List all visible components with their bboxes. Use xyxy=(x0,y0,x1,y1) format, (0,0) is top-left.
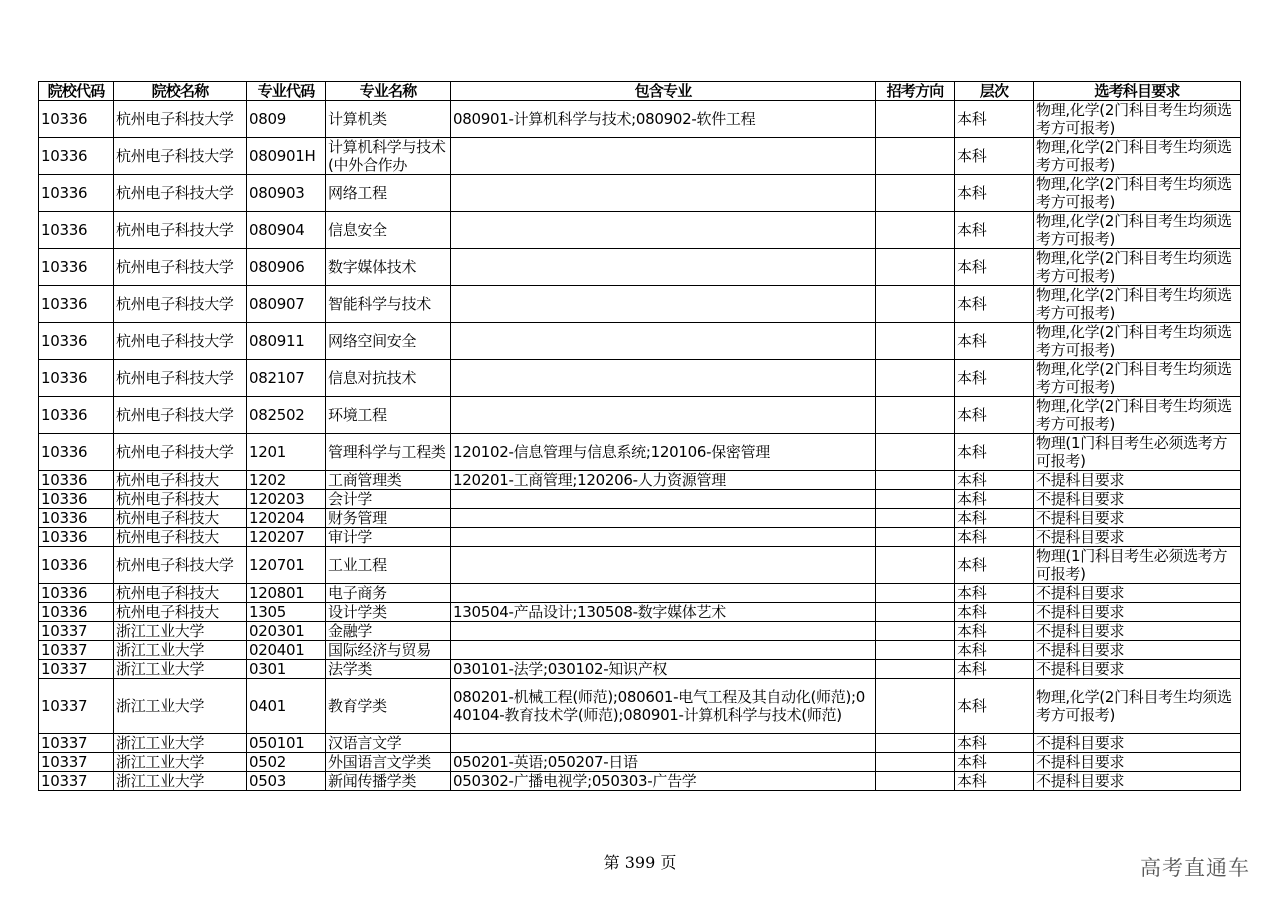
admission-table xyxy=(38,81,1241,791)
cell-direction xyxy=(876,434,955,471)
cell-school-code: 10337 xyxy=(39,753,114,772)
cell-included-majors xyxy=(451,528,876,547)
cell-major-name: 信息对抗技术 xyxy=(326,360,451,397)
cell-subject-requirements: 不提科目要求 xyxy=(1034,528,1241,547)
cell-included-majors xyxy=(451,249,876,286)
cell-major-code: 120204 xyxy=(247,509,326,528)
cell-level: 本科 xyxy=(955,547,1034,584)
cell-school-name: 杭州电子科技大 xyxy=(114,528,247,547)
cell-subject-requirements: 物理(1门科目考生必须选考方可报考) xyxy=(1034,547,1241,584)
cell-school-name: 杭州电子科技大学 xyxy=(114,286,247,323)
cell-major-code: 080904 xyxy=(247,212,326,249)
table-header-row xyxy=(39,82,1241,101)
cell-direction xyxy=(876,641,955,660)
cell-direction xyxy=(876,471,955,490)
cell-direction xyxy=(876,397,955,434)
cell-included-majors xyxy=(451,138,876,175)
cell-subject-requirements: 物理,化学(2门科目考生均须选考方可报考) xyxy=(1034,249,1241,286)
table-row xyxy=(39,509,1241,528)
cell-major-code: 080911 xyxy=(247,323,326,360)
table-row xyxy=(39,660,1241,679)
cell-major-name: 信息安全 xyxy=(326,212,451,249)
cell-major-name: 教育学类 xyxy=(326,679,451,734)
table-row xyxy=(39,323,1241,360)
cell-level: 本科 xyxy=(955,490,1034,509)
cell-subject-requirements: 不提科目要求 xyxy=(1034,471,1241,490)
cell-level: 本科 xyxy=(955,212,1034,249)
cell-school-code: 10336 xyxy=(39,509,114,528)
cell-school-code: 10336 xyxy=(39,528,114,547)
cell-major-code: 120801 xyxy=(247,584,326,603)
table-row xyxy=(39,471,1241,490)
cell-subject-requirements: 物理,化学(2门科目考生均须选考方可报考) xyxy=(1034,397,1241,434)
cell-major-name: 管理科学与工程类 xyxy=(326,434,451,471)
cell-school-code: 10336 xyxy=(39,323,114,360)
cell-major-name: 外国语言文学类 xyxy=(326,753,451,772)
cell-major-code: 080906 xyxy=(247,249,326,286)
cell-major-name: 会计学 xyxy=(326,490,451,509)
cell-direction xyxy=(876,175,955,212)
cell-subject-requirements: 物理(1门科目考生必须选考方可报考) xyxy=(1034,434,1241,471)
table-row xyxy=(39,249,1241,286)
cell-school-name: 杭州电子科技大学 xyxy=(114,360,247,397)
cell-school-code: 10336 xyxy=(39,212,114,249)
cell-included-majors: 080901-计算机科学与技术;080902-软件工程 xyxy=(451,101,876,138)
cell-included-majors xyxy=(451,360,876,397)
cell-direction xyxy=(876,138,955,175)
cell-included-majors xyxy=(451,641,876,660)
cell-level: 本科 xyxy=(955,138,1034,175)
cell-major-name: 计算机科学与技术(中外合作办 xyxy=(326,138,451,175)
cell-school-name: 杭州电子科技大学 xyxy=(114,249,247,286)
cell-direction xyxy=(876,212,955,249)
cell-school-name: 浙江工业大学 xyxy=(114,753,247,772)
cell-major-name: 工商管理类 xyxy=(326,471,451,490)
cell-major-code: 1201 xyxy=(247,434,326,471)
header-school-code: 院校代码 xyxy=(39,82,114,101)
header-included-majors: 包含专业 xyxy=(451,82,876,101)
cell-direction xyxy=(876,360,955,397)
cell-direction xyxy=(876,734,955,753)
cell-level: 本科 xyxy=(955,323,1034,360)
cell-school-code: 10337 xyxy=(39,679,114,734)
cell-major-code: 0502 xyxy=(247,753,326,772)
cell-school-name: 杭州电子科技大 xyxy=(114,471,247,490)
cell-school-name: 浙江工业大学 xyxy=(114,622,247,641)
cell-major-name: 金融学 xyxy=(326,622,451,641)
cell-major-code: 082107 xyxy=(247,360,326,397)
cell-included-majors xyxy=(451,397,876,434)
cell-school-code: 10336 xyxy=(39,584,114,603)
cell-direction xyxy=(876,622,955,641)
cell-level: 本科 xyxy=(955,734,1034,753)
cell-major-code: 1202 xyxy=(247,471,326,490)
page-number: 第 399 页 xyxy=(603,853,677,872)
cell-school-code: 10337 xyxy=(39,772,114,791)
table-row xyxy=(39,286,1241,323)
cell-subject-requirements: 不提科目要求 xyxy=(1034,660,1241,679)
cell-included-majors xyxy=(451,323,876,360)
cell-level: 本科 xyxy=(955,528,1034,547)
cell-included-majors xyxy=(451,734,876,753)
cell-subject-requirements: 不提科目要求 xyxy=(1034,753,1241,772)
cell-subject-requirements: 物理,化学(2门科目考生均须选考方可报考) xyxy=(1034,175,1241,212)
cell-major-name: 数字媒体技术 xyxy=(326,249,451,286)
cell-school-name: 杭州电子科技大学 xyxy=(114,175,247,212)
cell-level: 本科 xyxy=(955,249,1034,286)
table-row xyxy=(39,772,1241,791)
cell-subject-requirements: 物理,化学(2门科目考生均须选考方可报考) xyxy=(1034,679,1241,734)
header-school-name: 院校名称 xyxy=(114,82,247,101)
cell-major-code: 0401 xyxy=(247,679,326,734)
cell-included-majors: 120201-工商管理;120206-人力资源管理 xyxy=(451,471,876,490)
cell-subject-requirements: 物理,化学(2门科目考生均须选考方可报考) xyxy=(1034,212,1241,249)
cell-level: 本科 xyxy=(955,509,1034,528)
watermark-text: 高考直通车 xyxy=(1140,856,1250,880)
cell-school-name: 杭州电子科技大 xyxy=(114,603,247,622)
cell-school-code: 10336 xyxy=(39,138,114,175)
cell-included-majors xyxy=(451,584,876,603)
cell-major-name: 智能科学与技术 xyxy=(326,286,451,323)
cell-subject-requirements: 不提科目要求 xyxy=(1034,734,1241,753)
cell-school-name: 杭州电子科技大 xyxy=(114,490,247,509)
table-row xyxy=(39,397,1241,434)
cell-direction xyxy=(876,509,955,528)
cell-included-majors xyxy=(451,212,876,249)
cell-subject-requirements: 不提科目要求 xyxy=(1034,772,1241,791)
cell-major-code: 020401 xyxy=(247,641,326,660)
cell-included-majors: 030101-法学;030102-知识产权 xyxy=(451,660,876,679)
cell-school-code: 10336 xyxy=(39,360,114,397)
cell-school-name: 杭州电子科技大 xyxy=(114,584,247,603)
cell-level: 本科 xyxy=(955,434,1034,471)
cell-major-name: 电子商务 xyxy=(326,584,451,603)
cell-school-name: 杭州电子科技大学 xyxy=(114,397,247,434)
cell-level: 本科 xyxy=(955,679,1034,734)
cell-subject-requirements: 物理,化学(2门科目考生均须选考方可报考) xyxy=(1034,101,1241,138)
cell-major-name: 审计学 xyxy=(326,528,451,547)
cell-major-code: 080901H xyxy=(247,138,326,175)
table-row xyxy=(39,641,1241,660)
cell-included-majors xyxy=(451,490,876,509)
table-row xyxy=(39,753,1241,772)
cell-major-code: 1305 xyxy=(247,603,326,622)
cell-level: 本科 xyxy=(955,603,1034,622)
cell-level: 本科 xyxy=(955,772,1034,791)
table-row xyxy=(39,212,1241,249)
cell-included-majors: 050302-广播电视学;050303-广告学 xyxy=(451,772,876,791)
cell-included-majors xyxy=(451,509,876,528)
cell-school-name: 杭州电子科技大 xyxy=(114,509,247,528)
cell-major-name: 新闻传播学类 xyxy=(326,772,451,791)
cell-school-name: 杭州电子科技大学 xyxy=(114,323,247,360)
cell-school-code: 10336 xyxy=(39,547,114,584)
cell-school-name: 杭州电子科技大学 xyxy=(114,101,247,138)
cell-included-majors xyxy=(451,622,876,641)
cell-school-code: 10337 xyxy=(39,660,114,679)
cell-direction xyxy=(876,772,955,791)
cell-direction xyxy=(876,753,955,772)
cell-major-code: 0503 xyxy=(247,772,326,791)
cell-major-name: 工业工程 xyxy=(326,547,451,584)
cell-level: 本科 xyxy=(955,286,1034,323)
cell-school-name: 杭州电子科技大学 xyxy=(114,138,247,175)
table-body xyxy=(39,101,1241,791)
cell-subject-requirements: 物理,化学(2门科目考生均须选考方可报考) xyxy=(1034,323,1241,360)
cell-included-majors xyxy=(451,547,876,584)
cell-school-code: 10336 xyxy=(39,101,114,138)
table-row xyxy=(39,622,1241,641)
cell-school-code: 10336 xyxy=(39,471,114,490)
table-row xyxy=(39,175,1241,212)
cell-direction xyxy=(876,528,955,547)
header-subject-requirements: 选考科目要求 xyxy=(1034,82,1241,101)
cell-subject-requirements: 不提科目要求 xyxy=(1034,509,1241,528)
cell-direction xyxy=(876,323,955,360)
table-row xyxy=(39,734,1241,753)
cell-school-code: 10336 xyxy=(39,175,114,212)
cell-school-code: 10336 xyxy=(39,397,114,434)
cell-school-name: 浙江工业大学 xyxy=(114,734,247,753)
cell-school-name: 浙江工业大学 xyxy=(114,679,247,734)
cell-level: 本科 xyxy=(955,753,1034,772)
cell-school-code: 10337 xyxy=(39,622,114,641)
cell-major-code: 120207 xyxy=(247,528,326,547)
header-direction: 招考方向 xyxy=(876,82,955,101)
cell-subject-requirements: 物理,化学(2门科目考生均须选考方可报考) xyxy=(1034,286,1241,323)
header-level: 层次 xyxy=(955,82,1034,101)
cell-major-name: 设计学类 xyxy=(326,603,451,622)
cell-major-name: 网络空间安全 xyxy=(326,323,451,360)
cell-major-name: 汉语言文学 xyxy=(326,734,451,753)
table-row xyxy=(39,138,1241,175)
cell-school-code: 10337 xyxy=(39,641,114,660)
cell-included-majors xyxy=(451,175,876,212)
cell-major-name: 财务管理 xyxy=(326,509,451,528)
table-row xyxy=(39,528,1241,547)
cell-direction xyxy=(876,547,955,584)
cell-level: 本科 xyxy=(955,471,1034,490)
cell-level: 本科 xyxy=(955,397,1034,434)
cell-major-name: 计算机类 xyxy=(326,101,451,138)
cell-subject-requirements: 不提科目要求 xyxy=(1034,490,1241,509)
cell-school-code: 10337 xyxy=(39,734,114,753)
cell-included-majors: 130504-产品设计;130508-数字媒体艺术 xyxy=(451,603,876,622)
cell-level: 本科 xyxy=(955,175,1034,212)
cell-major-code: 0301 xyxy=(247,660,326,679)
cell-included-majors: 080201-机械工程(师范);080601-电气工程及其自动化(师范);040104-教育技术学(师范);080901-计算机科学与技术(师范) xyxy=(451,679,876,734)
cell-major-name: 环境工程 xyxy=(326,397,451,434)
header-major-name: 专业名称 xyxy=(326,82,451,101)
cell-direction xyxy=(876,584,955,603)
cell-direction xyxy=(876,660,955,679)
header-major-code: 专业代码 xyxy=(247,82,326,101)
cell-major-code: 0809 xyxy=(247,101,326,138)
cell-school-code: 10336 xyxy=(39,434,114,471)
table-row xyxy=(39,584,1241,603)
cell-level: 本科 xyxy=(955,641,1034,660)
cell-direction xyxy=(876,286,955,323)
cell-major-code: 120203 xyxy=(247,490,326,509)
cell-major-name: 法学类 xyxy=(326,660,451,679)
cell-school-name: 浙江工业大学 xyxy=(114,772,247,791)
cell-subject-requirements: 物理,化学(2门科目考生均须选考方可报考) xyxy=(1034,360,1241,397)
cell-level: 本科 xyxy=(955,360,1034,397)
cell-subject-requirements: 不提科目要求 xyxy=(1034,603,1241,622)
cell-major-code: 020301 xyxy=(247,622,326,641)
cell-included-majors xyxy=(451,286,876,323)
cell-major-code: 082502 xyxy=(247,397,326,434)
cell-major-name: 国际经济与贸易 xyxy=(326,641,451,660)
cell-direction xyxy=(876,603,955,622)
cell-subject-requirements: 不提科目要求 xyxy=(1034,641,1241,660)
cell-subject-requirements: 不提科目要求 xyxy=(1034,584,1241,603)
cell-major-code: 120701 xyxy=(247,547,326,584)
cell-major-code: 080903 xyxy=(247,175,326,212)
cell-level: 本科 xyxy=(955,622,1034,641)
cell-level: 本科 xyxy=(955,101,1034,138)
cell-school-name: 杭州电子科技大学 xyxy=(114,434,247,471)
table-row xyxy=(39,547,1241,584)
cell-school-name: 杭州电子科技大学 xyxy=(114,547,247,584)
table-row xyxy=(39,490,1241,509)
cell-level: 本科 xyxy=(955,584,1034,603)
cell-level: 本科 xyxy=(955,660,1034,679)
cell-included-majors: 050201-英语;050207-日语 xyxy=(451,753,876,772)
cell-major-name: 网络工程 xyxy=(326,175,451,212)
cell-school-code: 10336 xyxy=(39,286,114,323)
table-row xyxy=(39,101,1241,138)
cell-school-name: 杭州电子科技大学 xyxy=(114,212,247,249)
table-row xyxy=(39,360,1241,397)
cell-subject-requirements: 物理,化学(2门科目考生均须选考方可报考) xyxy=(1034,138,1241,175)
cell-direction xyxy=(876,249,955,286)
cell-direction xyxy=(876,490,955,509)
cell-school-code: 10336 xyxy=(39,490,114,509)
cell-major-code: 050101 xyxy=(247,734,326,753)
cell-school-code: 10336 xyxy=(39,603,114,622)
cell-school-name: 浙江工业大学 xyxy=(114,641,247,660)
table-row xyxy=(39,679,1241,734)
table-row xyxy=(39,603,1241,622)
cell-included-majors: 120102-信息管理与信息系统;120106-保密管理 xyxy=(451,434,876,471)
cell-subject-requirements: 不提科目要求 xyxy=(1034,622,1241,641)
cell-school-name: 浙江工业大学 xyxy=(114,660,247,679)
cell-direction xyxy=(876,679,955,734)
cell-major-code: 080907 xyxy=(247,286,326,323)
cell-school-code: 10336 xyxy=(39,249,114,286)
cell-direction xyxy=(876,101,955,138)
table-row xyxy=(39,434,1241,471)
